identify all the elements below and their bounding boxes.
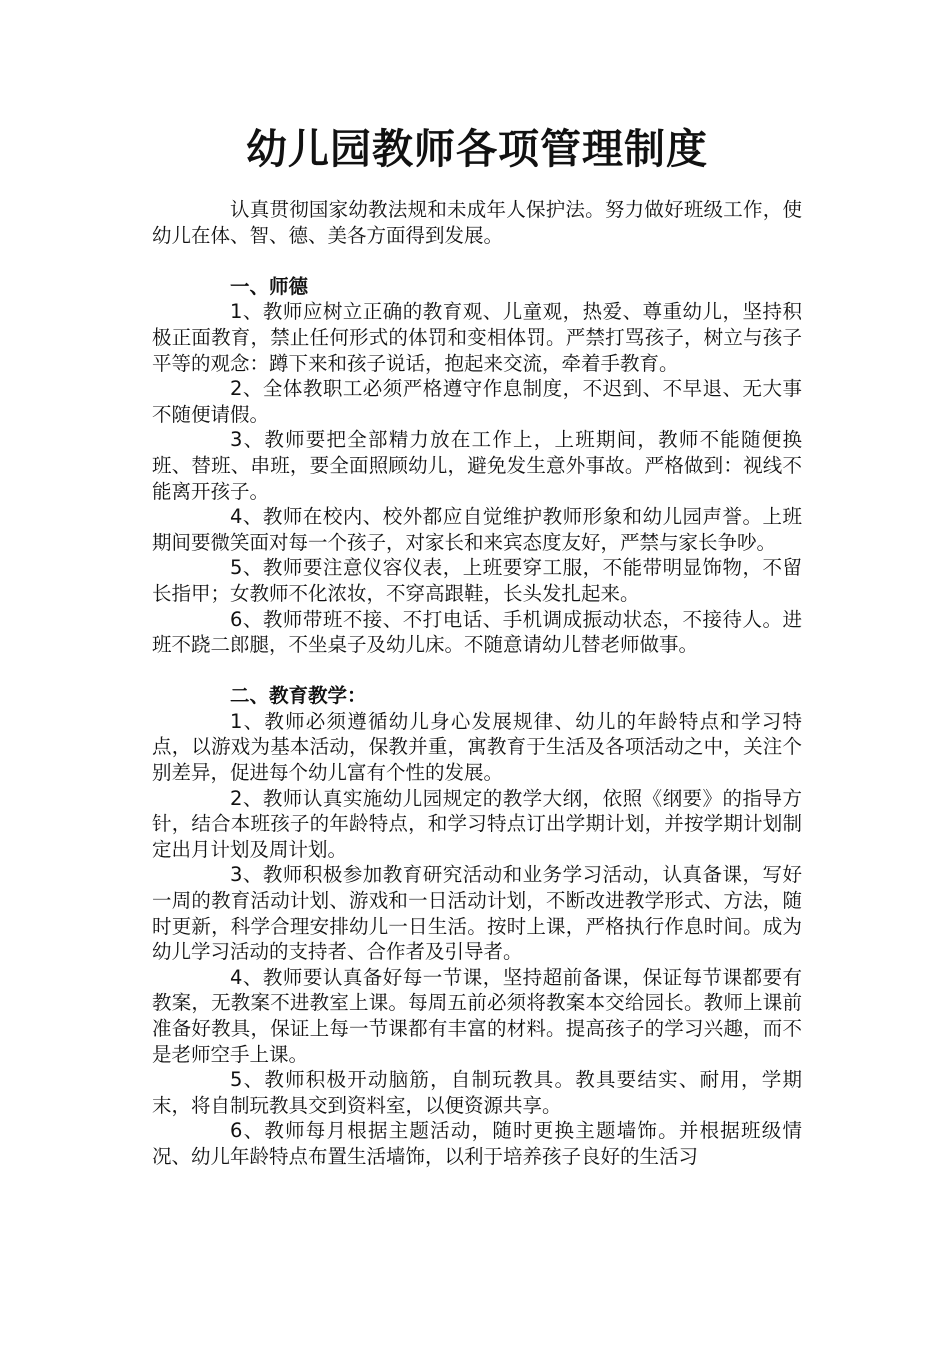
teaching-item-6: 6、教师每月根据主题活动，随时更换主题墙饰。并根据班级情况、幼儿年龄特点布置生活墙饰，以利于培养孩子良好的生活习	[152, 1119, 802, 1168]
section-heading-teaching: 二、教育教学：	[230, 684, 367, 708]
teaching-item-2: 2、教师认真实施幼儿园规定的教学大纲，依照《纲要》的指导方针，结合本班孩子的年龄特点，和学习特点订出学期计划，并按学期计划制定出月计划及周计划。	[152, 786, 802, 861]
ethics-item-1: 1、教师应树立正确的教育观、儿童观，热爱、尊重幼儿，坚持积极正面教育，禁止任何形式的体罚和变相体罚。严禁打骂孩子，树立与孩子平等的观念：蹲下来和孩子说话，抱起来交流，牵着手教育。	[152, 300, 802, 375]
section-heading-ethics: 一、师德	[230, 274, 309, 298]
teaching-item-1: 1、教师必须遵循幼儿身心发展规律、幼儿的年龄特点和学习特点，以游戏为基本活动，保教并重，寓教育于生活及各项活动之中，关注个别差异，促进每个幼儿富有个性的发展。	[152, 709, 802, 785]
document-title: 幼儿园教师各项管理制度	[246, 125, 708, 173]
document-body	[152, 197, 802, 1170]
teaching-item-5: 5、教师积极开动脑筋，自制玩教具。教具要结实、耐用，学期末，将自制玩教具交到资料室，以便资源共享。	[152, 1068, 802, 1117]
teaching-item-4: 4、教师要认真备好每一节课，坚持超前备课，保证每节课都要有教案，无教案不进教室上课。每周五前必须将教案本交给园长。教师上课前准备好教具，保证上每一节课都有丰富的材料。提高孩子的学习兴趣，而不是老师空手上课。	[152, 965, 802, 1066]
ethics-item-4: 4、教师在校内、校外都应自觉维护教师形象和幼儿园声誉。上班期间要微笑面对每一个孩子，对家长和来宾态度友好，严禁与家长争吵。	[152, 505, 802, 554]
ethics-item-2: 2、全体教职工必须严格遵守作息制度，不迟到、不早退、无大事不随便请假。	[152, 377, 802, 426]
spacer	[152, 658, 802, 684]
ethics-item-3: 3、教师要把全部精力放在工作上，上班期间，教师不能随便换班、替班、串班，要全面照顾幼儿，避免发生意外事故。严格做到：视线不能离开孩子。	[152, 428, 802, 503]
intro-paragraph: 认真贯彻国家幼教法规和未成年人保护法。努力做好班级工作，使幼儿在体、智、德、美各方面得到发展。	[152, 198, 802, 247]
teaching-item-3: 3、教师积极参加教育研究活动和业务学习活动，认真备课，写好一周的教育活动计划、游戏和一日活动计划，不断改进教学形式、方法，随时更新，科学合理安排幼儿一日生活。按时上课，严格执行作息时间。成为幼儿学习活动的支持者、合作者及引导者。	[152, 863, 802, 964]
ethics-item-5: 5、教师要注意仪容仪表，上班要穿工服，不能带明显饰物，不留长指甲；女教师不化浓妆，不穿高跟鞋，长头发扎起来。	[152, 556, 802, 605]
ethics-item-6: 6、教师带班不接、不打电话、手机调成振动状态，不接待人。进班不跷二郎腿，不坐桌子及幼儿床。不随意请幼儿替老师做事。	[152, 607, 802, 657]
spacer	[152, 248, 802, 274]
